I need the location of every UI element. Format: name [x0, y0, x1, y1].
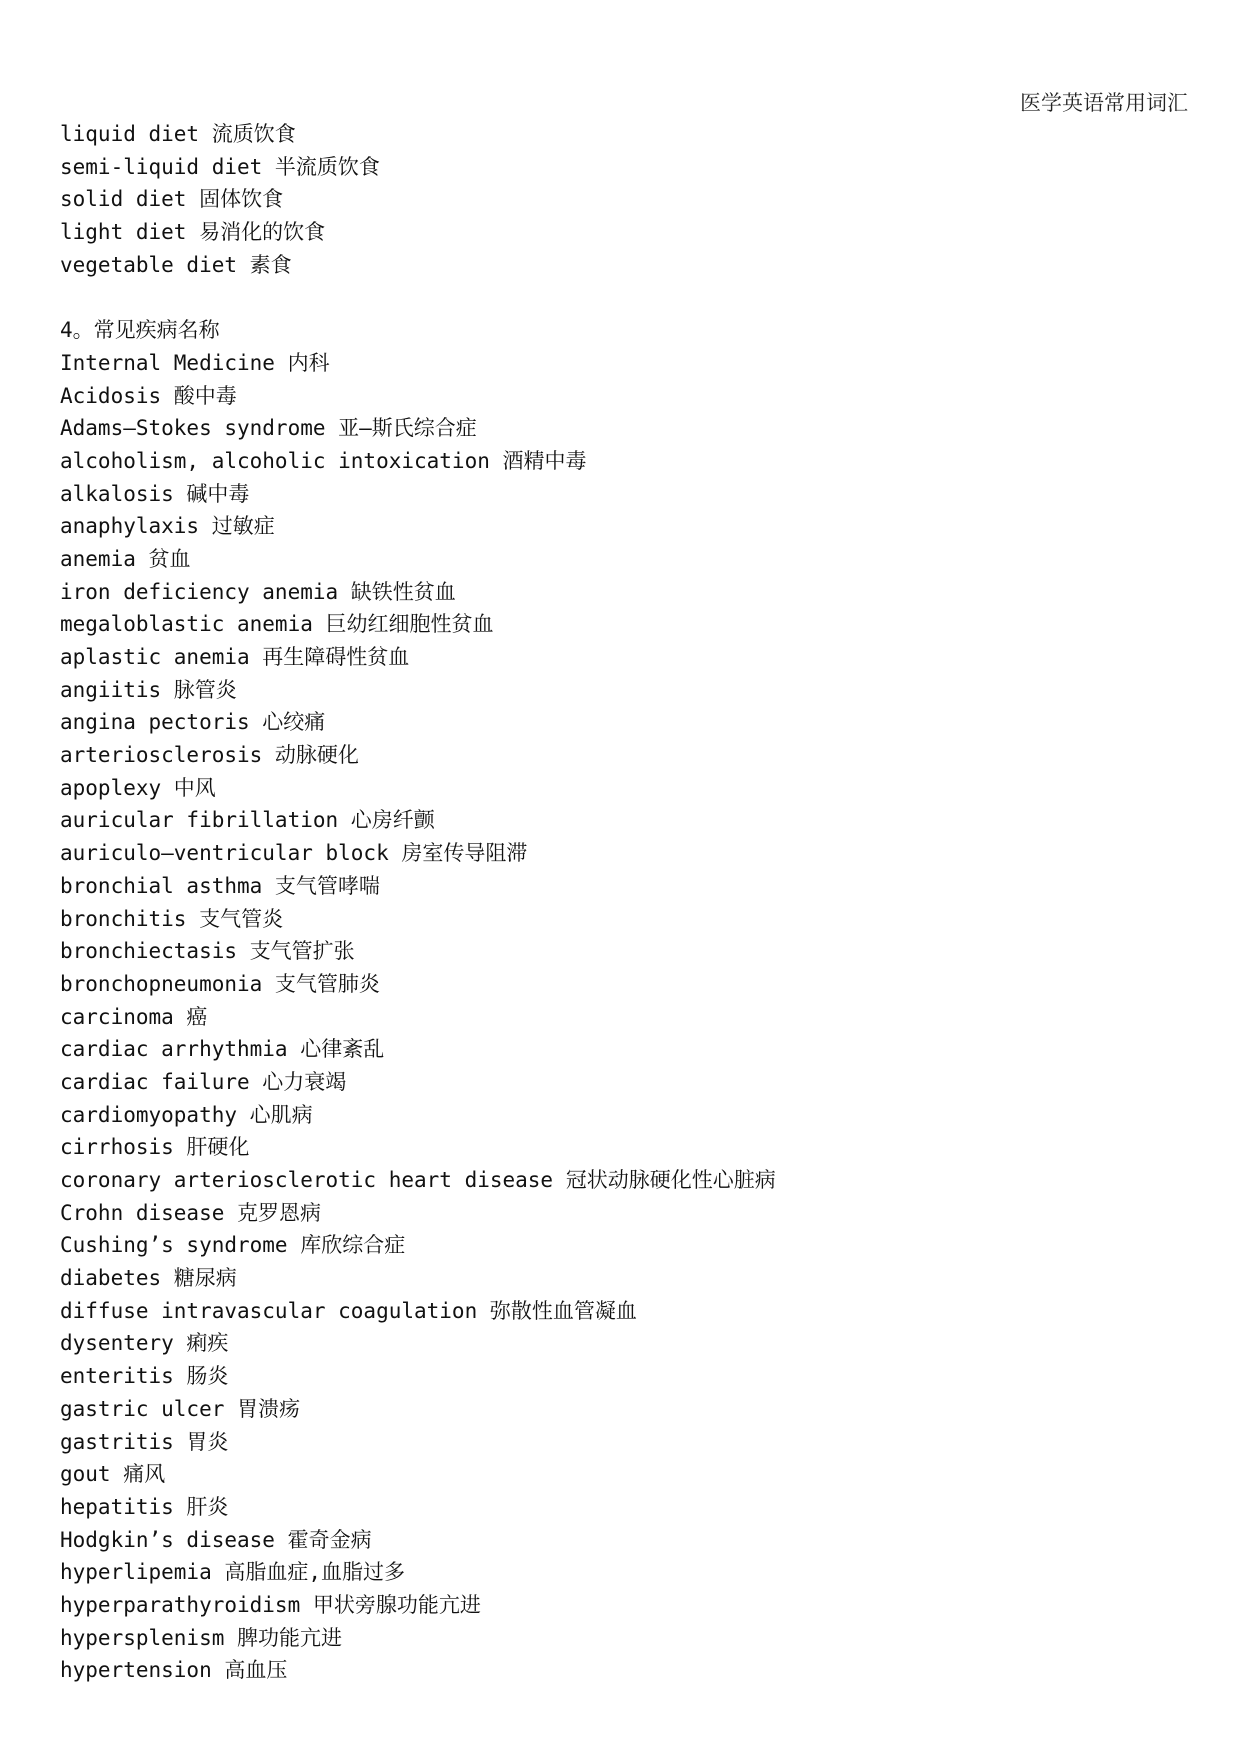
list-item: hyperlipemia 高脂血症,血脂过多 — [60, 1560, 406, 1585]
list-item: alkalosis 碱中毒 — [60, 481, 250, 506]
list-item: coronary arteriosclerotic heart disease 冠状动脉硬化性心脏病 — [60, 1168, 776, 1192]
list-item: cirrhosis 肝硬化 — [60, 1135, 250, 1160]
section-heading: 4。常见疾病名称 — [60, 318, 220, 343]
list-item: auriculo—ventricular block 房室传导阻滞 — [60, 841, 528, 866]
page-header-title: 医学英语常用词汇 — [1020, 91, 1188, 115]
list-item: gout 痛风 — [60, 1462, 166, 1487]
list-item: gastric ulcer 胃溃疡 — [60, 1396, 301, 1421]
list-item: hypertension 高血压 — [60, 1658, 288, 1683]
list-item: Cushing’s syndrome 库欣综合症 — [60, 1233, 406, 1258]
list-item: gastritis 胃炎 — [60, 1429, 229, 1454]
list-item: apoplexy 中风 — [60, 775, 216, 800]
list-item: Internal Medicine 内科 — [60, 350, 330, 375]
list-item: hypersplenism 脾功能亢进 — [60, 1625, 343, 1650]
blank-line — [60, 281, 1180, 314]
list-item: hepatitis 肝炎 — [60, 1494, 229, 1519]
list-item: dysentery 痢疾 — [60, 1331, 229, 1356]
list-item: angiitis 脉管炎 — [60, 677, 237, 702]
list-item: arteriosclerosis 动脉硬化 — [60, 743, 359, 768]
list-item: enteritis 肠炎 — [60, 1364, 229, 1389]
list-item: angina pectoris 心绞痛 — [60, 710, 326, 735]
list-item: cardiac arrhythmia 心律紊乱 — [60, 1037, 385, 1062]
list-item: diffuse intravascular coagulation 弥散性血管凝血 — [60, 1298, 637, 1323]
list-item: diabetes 糖尿病 — [60, 1266, 237, 1291]
list-item: cardiomyopathy 心肌病 — [60, 1102, 313, 1127]
disease-list — [60, 347, 1180, 1687]
list-item: megaloblastic anemia 巨幼红细胞性贫血 — [60, 612, 494, 637]
list-item: hyperparathyroidism 甲状旁腺功能亢进 — [60, 1592, 481, 1617]
list-item: Acidosis 酸中毒 — [60, 383, 237, 408]
diet-list — [60, 118, 1180, 281]
list-item: vegetable diet 素食 — [60, 252, 292, 277]
list-item: Hodgkin’s disease 霍奇金病 — [60, 1527, 372, 1552]
list-item: anemia 贫血 — [60, 546, 191, 571]
list-item: light diet 易消化的饮食 — [60, 220, 326, 245]
list-item: iron deficiency anemia 缺铁性贫血 — [60, 579, 456, 604]
list-item: Adams—Stokes syndrome 亚—斯氏综合症 — [60, 416, 477, 441]
list-item: bronchitis 支气管炎 — [60, 906, 284, 931]
list-item: bronchiectasis 支气管扩张 — [60, 939, 355, 964]
list-item: alcoholism, alcoholic intoxication 酒精中毒 — [60, 448, 587, 473]
list-item: bronchopneumonia 支气管肺炎 — [60, 971, 380, 996]
list-item: anaphylaxis 过敏症 — [60, 514, 275, 539]
list-item: solid diet 固体饮食 — [60, 187, 284, 212]
list-item: semi-liquid diet 半流质饮食 — [60, 154, 380, 179]
list-item: cardiac failure 心力衰竭 — [60, 1069, 347, 1094]
document-body — [60, 118, 1180, 1687]
list-item: aplastic anemia 再生障碍性贫血 — [60, 645, 410, 669]
list-item: bronchial asthma 支气管哮喘 — [60, 873, 380, 898]
list-item: auricular fibrillation 心房纤颤 — [60, 808, 435, 833]
list-item: liquid diet 流质饮食 — [60, 122, 296, 146]
list-item: carcinoma 癌 — [60, 1004, 208, 1029]
list-item: Crohn disease 克罗恩病 — [60, 1200, 322, 1225]
